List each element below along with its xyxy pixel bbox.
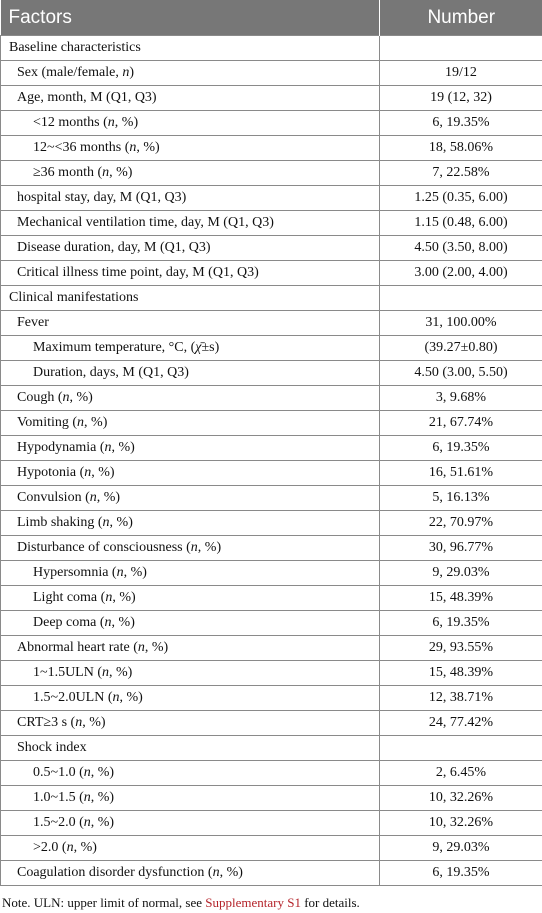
row-label: Baseline characteristics [1,36,380,61]
table-row [1,236,542,261]
table-row [1,311,542,336]
row-label: Critical illness time point, day, M (Q1, Q3) [1,261,380,286]
table-row [1,661,542,686]
row-value: 4.50 (3.00, 5.50) [380,361,542,386]
table-row [1,186,542,211]
table-note [0,886,542,911]
row-value [380,286,542,311]
row-label: Maximum temperature, °C, (χ̄±s) [1,336,380,361]
table-row [1,211,542,236]
row-label: Hypodynamia (n, %) [1,436,380,461]
row-value: 3, 9.68% [380,386,542,411]
table-row [1,286,542,311]
table-row [1,161,542,186]
table-row [1,111,542,136]
row-value: 4.50 (3.50, 8.00) [380,236,542,261]
row-value: 6, 19.35% [380,611,542,636]
row-value: 9, 29.03% [380,561,542,586]
table-header-row [1,0,542,36]
row-value: 18, 58.06% [380,136,542,161]
row-label: Clinical manifestations [1,286,380,311]
row-label: Mechanical ventilation time, day, M (Q1, Q3) [1,211,380,236]
row-label: 1.5~2.0 (n, %) [1,811,380,836]
row-label: Deep coma (n, %) [1,611,380,636]
row-label: >2.0 (n, %) [1,836,380,861]
table-row [1,36,542,61]
table-row [1,536,542,561]
row-label: Shock index [1,736,380,761]
row-label: hospital stay, day, M (Q1, Q3) [1,186,380,211]
table-row [1,511,542,536]
row-value: 6, 19.35% [380,861,542,886]
note-suffix: for details. [300,895,360,910]
row-label: Age, month, M (Q1, Q3) [1,86,380,111]
table-row [1,361,542,386]
table-row [1,411,542,436]
row-label: 1~1.5ULN (n, %) [1,661,380,686]
row-label: 0.5~1.0 (n, %) [1,761,380,786]
row-label: Fever [1,311,380,336]
row-label: Disturbance of consciousness (n, %) [1,536,380,561]
row-value: 3.00 (2.00, 4.00) [380,261,542,286]
table-row [1,711,542,736]
row-value [380,736,542,761]
row-value [380,36,542,61]
table-row [1,611,542,636]
supplementary-link[interactable]: Supplementary S1 [205,895,301,910]
row-value: 21, 67.74% [380,411,542,436]
row-label: Hypotonia (n, %) [1,461,380,486]
row-label: Duration, days, M (Q1, Q3) [1,361,380,386]
row-value: 16, 51.61% [380,461,542,486]
row-value: 10, 32.26% [380,786,542,811]
row-value: 30, 96.77% [380,536,542,561]
row-value: 9, 29.03% [380,836,542,861]
table-row [1,686,542,711]
table-body [1,36,542,886]
row-value: 12, 38.71% [380,686,542,711]
row-value: 7, 22.58% [380,161,542,186]
row-value: 15, 48.39% [380,661,542,686]
table-row [1,436,542,461]
row-value: 1.25 (0.35, 6.00) [380,186,542,211]
row-value: 19/12 [380,61,542,86]
row-value: (39.27±0.80) [380,336,542,361]
row-value: 2, 6.45% [380,761,542,786]
header-factors: Factors [1,0,380,36]
table-row [1,836,542,861]
row-label: Convulsion (n, %) [1,486,380,511]
row-value: 1.15 (0.48, 6.00) [380,211,542,236]
table-row [1,461,542,486]
row-label: 1.0~1.5 (n, %) [1,786,380,811]
table-row [1,561,542,586]
row-label: Disease duration, day, M (Q1, Q3) [1,236,380,261]
table-row [1,861,542,886]
table-row [1,586,542,611]
row-label: Hypersomnia (n, %) [1,561,380,586]
row-label: ≥36 month (n, %) [1,161,380,186]
table-row [1,486,542,511]
row-label: Sex (male/female, n) [1,61,380,86]
row-label: CRT≥3 s (n, %) [1,711,380,736]
row-label: Vomiting (n, %) [1,411,380,436]
row-value: 31, 100.00% [380,311,542,336]
note-prefix: Note. ULN: upper limit of normal, see [2,895,206,910]
table-row [1,636,542,661]
row-label: Coagulation disorder dysfunction (n, %) [1,861,380,886]
row-value: 22, 70.97% [380,511,542,536]
row-label: Cough (n, %) [1,386,380,411]
table-row [1,386,542,411]
row-label: <12 months (n, %) [1,111,380,136]
table-row [1,86,542,111]
row-label: 12~<36 months (n, %) [1,136,380,161]
table-row [1,261,542,286]
row-label: 1.5~2.0ULN (n, %) [1,686,380,711]
row-value: 19 (12, 32) [380,86,542,111]
row-value: 10, 32.26% [380,811,542,836]
table-row [1,61,542,86]
row-label: Light coma (n, %) [1,586,380,611]
row-value: 5, 16.13% [380,486,542,511]
row-value: 15, 48.39% [380,586,542,611]
table-row [1,811,542,836]
header-number: Number [380,0,542,36]
row-value: 24, 77.42% [380,711,542,736]
row-value: 6, 19.35% [380,111,542,136]
table-row [1,786,542,811]
table-row [1,761,542,786]
table-row [1,136,542,161]
row-value: 6, 19.35% [380,436,542,461]
row-label: Abnormal heart rate (n, %) [1,636,380,661]
table-row [1,736,542,761]
row-label: Limb shaking (n, %) [1,511,380,536]
table-row [1,336,542,361]
row-value: 29, 93.55% [380,636,542,661]
